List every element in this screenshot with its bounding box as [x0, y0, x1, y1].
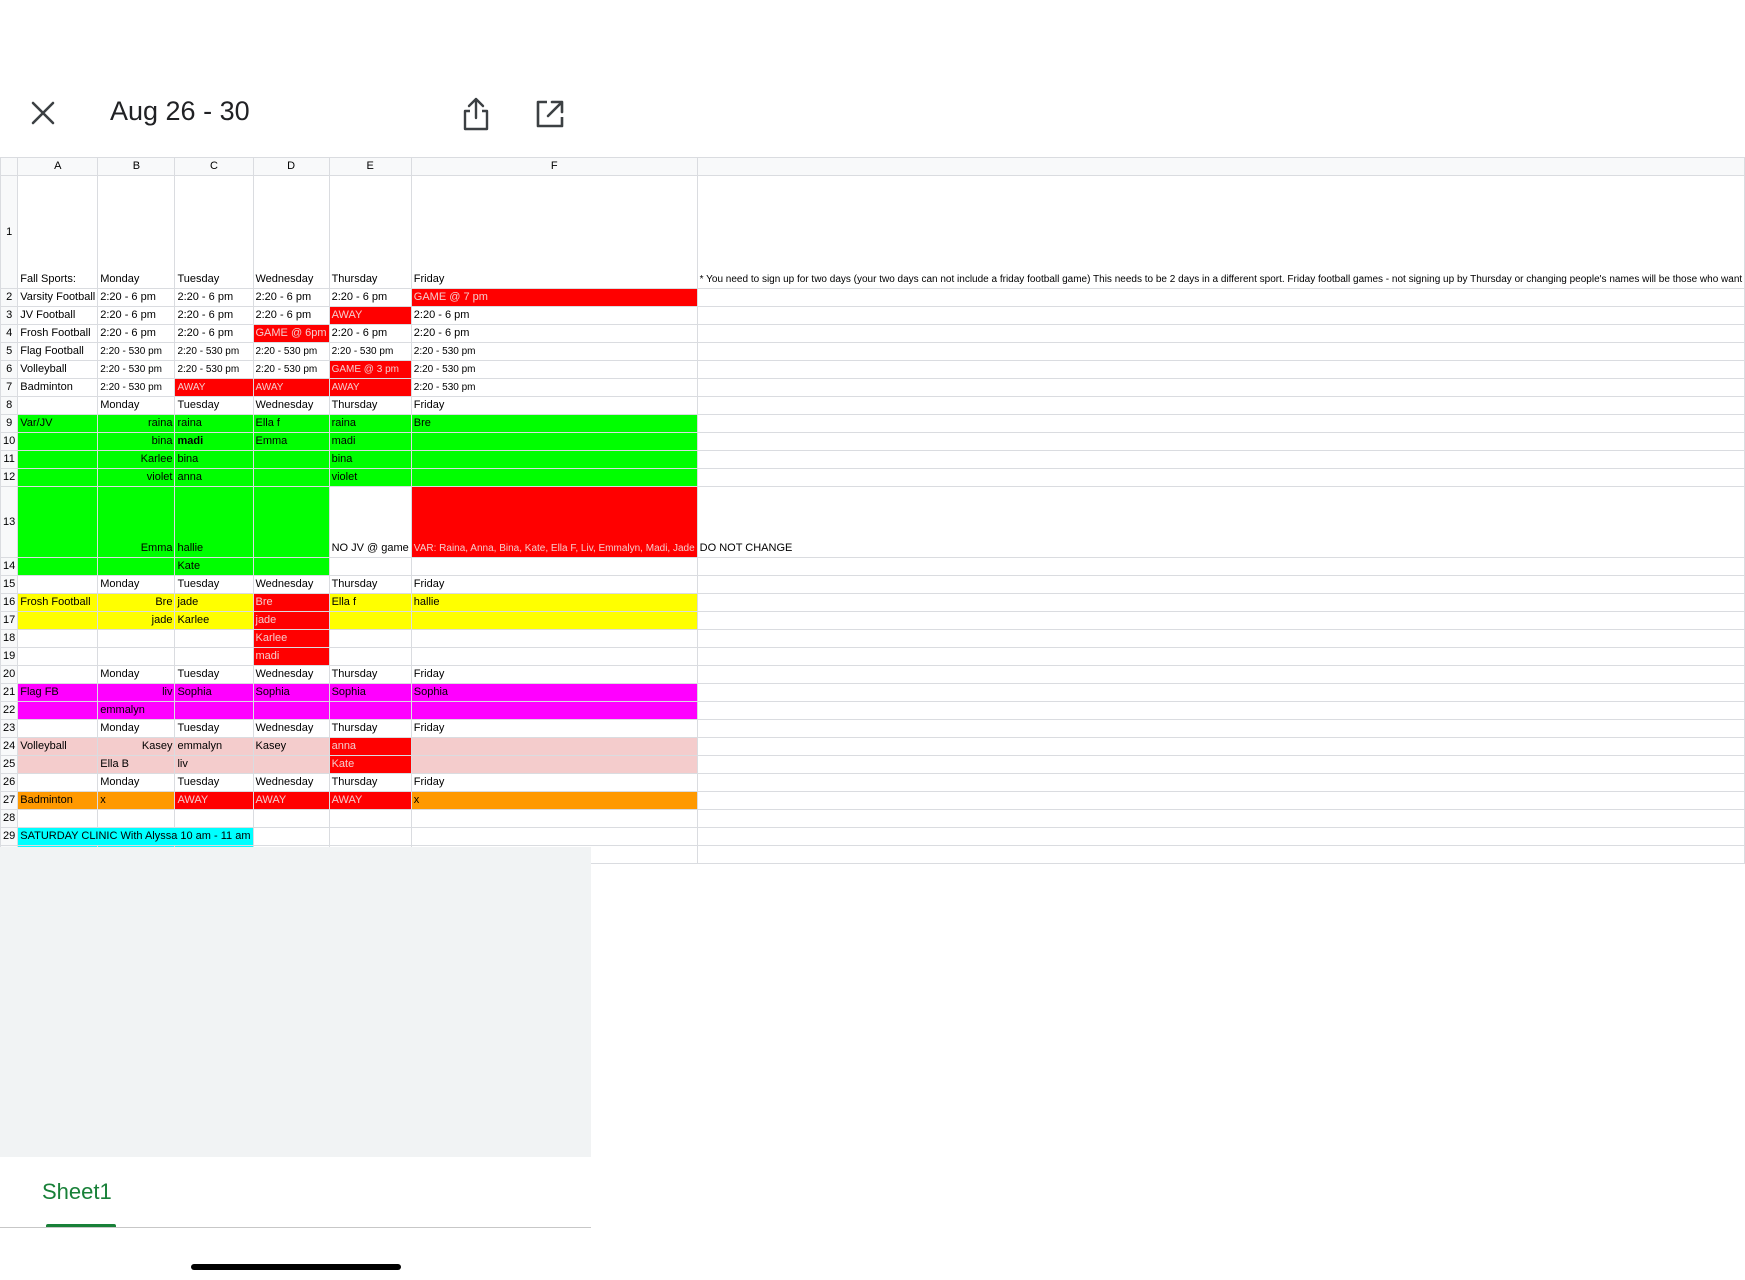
cell[interactable]: bina: [98, 433, 175, 451]
cell[interactable]: anna: [175, 469, 253, 487]
row-header[interactable]: 2: [1, 289, 18, 307]
cell[interactable]: [175, 648, 253, 666]
cell[interactable]: [253, 828, 329, 846]
cell[interactable]: GAME @ 7 pm: [411, 289, 697, 307]
column-header[interactable]: A: [18, 158, 98, 176]
cell[interactable]: Thursday: [329, 397, 411, 415]
cell[interactable]: [18, 810, 98, 828]
cell[interactable]: [697, 684, 1745, 702]
cell[interactable]: 2:20 - 6 pm: [98, 289, 175, 307]
cell[interactable]: [411, 451, 697, 469]
cell[interactable]: anna: [329, 738, 411, 756]
column-header[interactable]: [697, 158, 1745, 176]
cell[interactable]: AWAY: [253, 379, 329, 397]
cell[interactable]: [175, 702, 253, 720]
column-header[interactable]: C: [175, 158, 253, 176]
cell[interactable]: Volleyball: [18, 738, 98, 756]
cell[interactable]: Ella f: [253, 415, 329, 433]
cell[interactable]: raina: [329, 415, 411, 433]
cell[interactable]: [697, 756, 1745, 774]
cell[interactable]: [98, 630, 175, 648]
cell[interactable]: bina: [175, 451, 253, 469]
cell[interactable]: [329, 612, 411, 630]
cell[interactable]: [329, 702, 411, 720]
cell[interactable]: Thursday: [329, 666, 411, 684]
cell[interactable]: [18, 648, 98, 666]
cell[interactable]: raina: [98, 415, 175, 433]
row-header[interactable]: 4: [1, 325, 18, 343]
cell[interactable]: JV Football: [18, 307, 98, 325]
cell[interactable]: [697, 289, 1745, 307]
cell[interactable]: NO JV @ game: [329, 487, 411, 558]
cell[interactable]: Tuesday: [175, 397, 253, 415]
row-header[interactable]: 26: [1, 774, 18, 792]
cell[interactable]: Monday: [98, 774, 175, 792]
cell[interactable]: Wednesday: [253, 720, 329, 738]
cell[interactable]: [253, 810, 329, 828]
cell[interactable]: Sophia: [411, 684, 697, 702]
cell[interactable]: Karlee: [253, 630, 329, 648]
cell[interactable]: Monday: [98, 176, 175, 289]
sheet-empty-area: [0, 847, 591, 1157]
divider: [0, 1227, 591, 1228]
cell[interactable]: Sophia: [329, 684, 411, 702]
cell[interactable]: [18, 612, 98, 630]
cell[interactable]: [329, 558, 411, 576]
row-header[interactable]: 22: [1, 702, 18, 720]
cell[interactable]: Wednesday: [253, 397, 329, 415]
cell[interactable]: [411, 612, 697, 630]
cell[interactable]: SATURDAY CLINIC With Alyssa 10 am - 11 am: [18, 828, 253, 846]
cell[interactable]: [253, 451, 329, 469]
cell[interactable]: 2:20 - 530 pm: [329, 343, 411, 361]
cell[interactable]: Wednesday: [253, 176, 329, 289]
cell[interactable]: Thursday: [329, 774, 411, 792]
cell[interactable]: Thursday: [329, 576, 411, 594]
cell[interactable]: [18, 433, 98, 451]
row-header[interactable]: 8: [1, 397, 18, 415]
cell[interactable]: Volleyball: [18, 361, 98, 379]
cell[interactable]: [411, 648, 697, 666]
cell[interactable]: Wednesday: [253, 576, 329, 594]
cell[interactable]: hallie: [411, 594, 697, 612]
cell[interactable]: Ella f: [329, 594, 411, 612]
cell[interactable]: [253, 469, 329, 487]
tab-sheet1[interactable]: Sheet1: [42, 1179, 112, 1204]
cell[interactable]: Friday: [411, 666, 697, 684]
row-header[interactable]: 21: [1, 684, 18, 702]
row-header[interactable]: 7: [1, 379, 18, 397]
cell[interactable]: [98, 810, 175, 828]
cell[interactable]: Friday: [411, 576, 697, 594]
cell[interactable]: [253, 558, 329, 576]
row-header[interactable]: 12: [1, 469, 18, 487]
cell[interactable]: Kasey: [253, 738, 329, 756]
cell[interactable]: GAME @ 3 pm: [329, 361, 411, 379]
cell[interactable]: Friday: [411, 720, 697, 738]
row-header[interactable]: 9: [1, 415, 18, 433]
cell[interactable]: emmalyn: [98, 702, 175, 720]
row-header[interactable]: 13: [1, 487, 18, 558]
cell[interactable]: Fall Sports:: [18, 176, 98, 289]
cell[interactable]: violet: [98, 469, 175, 487]
cell[interactable]: liv: [98, 684, 175, 702]
cell[interactable]: [697, 846, 1745, 864]
cell[interactable]: [697, 361, 1745, 379]
cell[interactable]: Bre: [253, 594, 329, 612]
cell[interactable]: Flag FB: [18, 684, 98, 702]
cell[interactable]: Karlee: [175, 612, 253, 630]
cell[interactable]: Tuesday: [175, 576, 253, 594]
cell[interactable]: [253, 756, 329, 774]
cell[interactable]: [18, 630, 98, 648]
cell[interactable]: x: [98, 792, 175, 810]
cell[interactable]: 2:20 - 6 pm: [411, 307, 697, 325]
cell[interactable]: 2:20 - 530 pm: [253, 343, 329, 361]
cell[interactable]: 2:20 - 6 pm: [411, 325, 697, 343]
cell[interactable]: Emma: [253, 433, 329, 451]
cell[interactable]: Thursday: [329, 720, 411, 738]
cell[interactable]: [18, 702, 98, 720]
cell[interactable]: [18, 720, 98, 738]
row-header[interactable]: 10: [1, 433, 18, 451]
cell[interactable]: [18, 576, 98, 594]
cell[interactable]: violet: [329, 469, 411, 487]
cell[interactable]: [253, 702, 329, 720]
cell[interactable]: Tuesday: [175, 774, 253, 792]
spreadsheet-grid[interactable]: [0, 157, 1743, 847]
row-header[interactable]: 24: [1, 738, 18, 756]
cell[interactable]: VAR: Raina, Anna, Bina, Kate, Ella F, Liv, Emmalyn, Madi, Jade: [411, 487, 697, 558]
cell[interactable]: Varsity Football: [18, 289, 98, 307]
open-in-new-icon[interactable]: [534, 98, 566, 130]
cell[interactable]: [18, 397, 98, 415]
cell[interactable]: [18, 558, 98, 576]
cell[interactable]: 2:20 - 530 pm: [411, 361, 697, 379]
cell[interactable]: [411, 756, 697, 774]
cell[interactable]: Var/JV: [18, 415, 98, 433]
cell[interactable]: [697, 810, 1745, 828]
cell[interactable]: 2:20 - 530 pm: [411, 343, 697, 361]
cell[interactable]: Frosh Football: [18, 325, 98, 343]
cell[interactable]: Ella B: [98, 756, 175, 774]
cell[interactable]: [697, 792, 1745, 810]
cell[interactable]: [411, 469, 697, 487]
cell[interactable]: 2:20 - 530 pm: [175, 343, 253, 361]
cell[interactable]: [411, 738, 697, 756]
cell[interactable]: [18, 487, 98, 558]
cell[interactable]: [697, 594, 1745, 612]
cell[interactable]: Monday: [98, 720, 175, 738]
cell[interactable]: Friday: [411, 397, 697, 415]
cell[interactable]: [329, 648, 411, 666]
cell[interactable]: AWAY: [329, 792, 411, 810]
cell[interactable]: [697, 666, 1745, 684]
cell[interactable]: [329, 630, 411, 648]
cell[interactable]: Tuesday: [175, 720, 253, 738]
cell[interactable]: [697, 774, 1745, 792]
cell[interactable]: 2:20 - 530 pm: [98, 361, 175, 379]
cell[interactable]: Flag Football: [18, 343, 98, 361]
cell[interactable]: [697, 307, 1745, 325]
cell[interactable]: x: [411, 792, 697, 810]
cell[interactable]: jade: [98, 612, 175, 630]
column-header[interactable]: D: [253, 158, 329, 176]
row-header[interactable]: 27: [1, 792, 18, 810]
cell[interactable]: [697, 415, 1745, 433]
cell[interactable]: 2:20 - 6 pm: [253, 289, 329, 307]
row-header[interactable]: 17: [1, 612, 18, 630]
cell[interactable]: 2:20 - 6 pm: [98, 307, 175, 325]
cell[interactable]: [697, 702, 1745, 720]
cell[interactable]: [175, 630, 253, 648]
row-header[interactable]: 29: [1, 828, 18, 846]
cell[interactable]: Monday: [98, 397, 175, 415]
cell[interactable]: [253, 487, 329, 558]
cell[interactable]: [411, 630, 697, 648]
cell[interactable]: liv: [175, 756, 253, 774]
cell[interactable]: [411, 828, 697, 846]
cell[interactable]: DO NOT CHANGE: [697, 487, 1745, 558]
row-header[interactable]: 23: [1, 720, 18, 738]
row-header[interactable]: 11: [1, 451, 18, 469]
row-header[interactable]: 15: [1, 576, 18, 594]
cell[interactable]: madi: [329, 433, 411, 451]
cell[interactable]: 2:20 - 6 pm: [329, 325, 411, 343]
cell[interactable]: Frosh Football: [18, 594, 98, 612]
cell[interactable]: Karlee: [98, 451, 175, 469]
cell[interactable]: [411, 702, 697, 720]
cell[interactable]: [697, 379, 1745, 397]
cell[interactable]: [697, 343, 1745, 361]
cell[interactable]: [18, 666, 98, 684]
cell[interactable]: Sophia: [253, 684, 329, 702]
cell[interactable]: 2:20 - 6 pm: [175, 307, 253, 325]
cell[interactable]: 2:20 - 6 pm: [253, 307, 329, 325]
cell[interactable]: [697, 469, 1745, 487]
column-header[interactable]: F: [411, 158, 697, 176]
cell[interactable]: 2:20 - 530 pm: [98, 379, 175, 397]
cell[interactable]: Kasey: [98, 738, 175, 756]
cell[interactable]: 2:20 - 6 pm: [175, 325, 253, 343]
cell[interactable]: GAME @ 6pm: [253, 325, 329, 343]
cell[interactable]: AWAY: [329, 379, 411, 397]
cell[interactable]: [697, 720, 1745, 738]
row-header[interactable]: 3: [1, 307, 18, 325]
cell[interactable]: jade: [175, 594, 253, 612]
cell[interactable]: Monday: [98, 666, 175, 684]
cell[interactable]: [98, 648, 175, 666]
cell[interactable]: [98, 558, 175, 576]
cell[interactable]: raina: [175, 415, 253, 433]
file-title: Aug 26 - 30: [110, 96, 250, 126]
cell[interactable]: Friday: [411, 774, 697, 792]
cell[interactable]: Badminton: [18, 379, 98, 397]
column-header[interactable]: B: [98, 158, 175, 176]
cell[interactable]: [18, 469, 98, 487]
cell[interactable]: [411, 433, 697, 451]
home-indicator[interactable]: [191, 1264, 401, 1270]
row-header[interactable]: 14: [1, 558, 18, 576]
top-app-bar: [0, 0, 591, 160]
cell[interactable]: [18, 774, 98, 792]
cell[interactable]: [18, 756, 98, 774]
cell[interactable]: Tuesday: [175, 176, 253, 289]
cell[interactable]: bina: [329, 451, 411, 469]
cell[interactable]: [697, 738, 1745, 756]
cell[interactable]: hallie: [175, 487, 253, 558]
cell[interactable]: [697, 648, 1745, 666]
cell[interactable]: [329, 828, 411, 846]
cell[interactable]: [697, 433, 1745, 451]
row-header[interactable]: 1: [1, 176, 18, 289]
cell[interactable]: Kate: [329, 756, 411, 774]
cell[interactable]: madi: [253, 648, 329, 666]
cell[interactable]: 2:20 - 6 pm: [175, 289, 253, 307]
cell[interactable]: [175, 810, 253, 828]
row-header[interactable]: 25: [1, 756, 18, 774]
cell[interactable]: Wednesday: [253, 774, 329, 792]
share-icon[interactable]: [460, 96, 492, 132]
cell[interactable]: 2:20 - 530 pm: [411, 379, 697, 397]
cell[interactable]: [18, 451, 98, 469]
select-all-corner[interactable]: [1, 158, 18, 176]
cell[interactable]: Kate: [175, 558, 253, 576]
cell[interactable]: 2:20 - 6 pm: [329, 289, 411, 307]
cell[interactable]: AWAY: [329, 307, 411, 325]
cell[interactable]: Bre: [411, 415, 697, 433]
cell[interactable]: [697, 397, 1745, 415]
cell[interactable]: Wednesday: [253, 666, 329, 684]
cell[interactable]: Sophia: [175, 684, 253, 702]
cell[interactable]: jade: [253, 612, 329, 630]
row-header[interactable]: 5: [1, 343, 18, 361]
cell[interactable]: AWAY: [253, 792, 329, 810]
cell[interactable]: [697, 558, 1745, 576]
row-header[interactable]: 6: [1, 361, 18, 379]
cell[interactable]: 2:20 - 530 pm: [253, 361, 329, 379]
column-header[interactable]: E: [329, 158, 411, 176]
close-icon[interactable]: [28, 98, 58, 128]
cell[interactable]: [697, 630, 1745, 648]
cell[interactable]: [329, 810, 411, 828]
cell[interactable]: AWAY: [175, 379, 253, 397]
row-header[interactable]: 28: [1, 810, 18, 828]
cell[interactable]: 2:20 - 530 pm: [175, 361, 253, 379]
cell-note[interactable]: * You need to sign up for two days (your two days can not include a friday football game) This needs to be 2 days in a different sport. Friday football games - not signing up by Thursday or changing people's names will be those who want: [697, 176, 1745, 289]
cell[interactable]: [697, 612, 1745, 630]
cell[interactable]: 2:20 - 6 pm: [98, 325, 175, 343]
cell[interactable]: [411, 810, 697, 828]
sheet-tab-bar: [0, 1157, 591, 1280]
cell[interactable]: [697, 828, 1745, 846]
cell[interactable]: Thursday: [329, 176, 411, 289]
cell[interactable]: Bre: [98, 594, 175, 612]
cell[interactable]: [411, 558, 697, 576]
row-header[interactable]: 20: [1, 666, 18, 684]
cell[interactable]: emmalyn: [175, 738, 253, 756]
cell[interactable]: Friday: [411, 176, 697, 289]
cell[interactable]: madi: [175, 433, 253, 451]
row-header[interactable]: 19: [1, 648, 18, 666]
cell[interactable]: [697, 451, 1745, 469]
row-header[interactable]: 18: [1, 630, 18, 648]
cell[interactable]: Badminton: [18, 792, 98, 810]
cell[interactable]: 2:20 - 530 pm: [98, 343, 175, 361]
cell[interactable]: Monday: [98, 576, 175, 594]
cell[interactable]: Emma: [98, 487, 175, 558]
cell[interactable]: [697, 325, 1745, 343]
row-header[interactable]: 16: [1, 594, 18, 612]
cell[interactable]: Tuesday: [175, 666, 253, 684]
cell[interactable]: AWAY: [175, 792, 253, 810]
cell[interactable]: [697, 576, 1745, 594]
